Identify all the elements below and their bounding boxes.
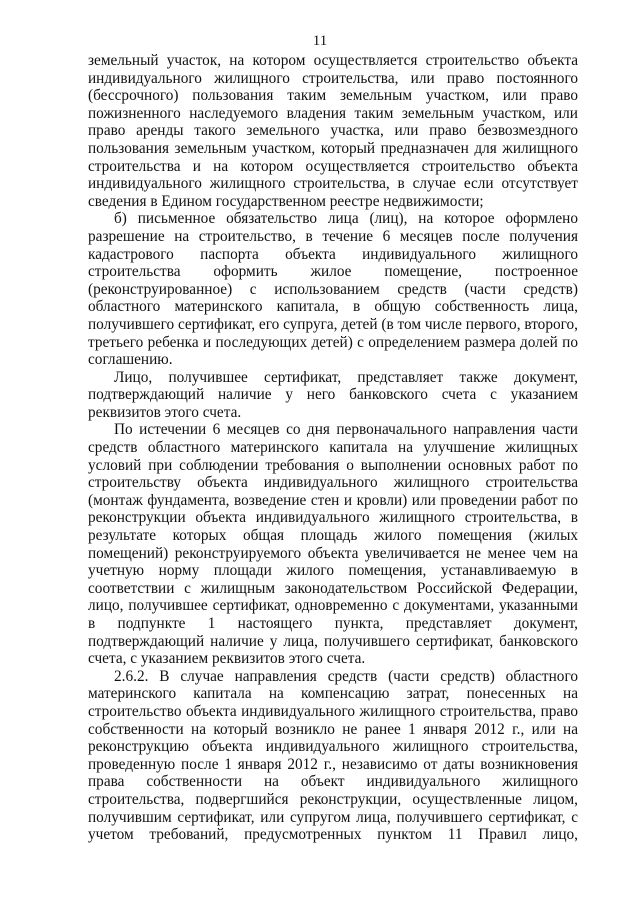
- text-line: реконструкцию объекта индивидуального жилищного строительства,: [88, 738, 578, 756]
- text-line: Лицо, получившее сертификат, представляет также документ,: [114, 368, 578, 386]
- text-line: строительству объекта индивидуального жилищного строительства: [88, 474, 578, 492]
- text-line: индивидуального жилищного строительства, в случае если отсутствует: [88, 175, 578, 193]
- text-line: (бессрочного) пользования таким земельным участком, или право: [88, 87, 578, 105]
- text-line: реконструкции объекта индивидуального жилищного строительства, в: [88, 509, 578, 527]
- paragraph: [88, 668, 578, 844]
- text-line: учетом требований, предусмотренных пунктом 11 Правил лицо,: [88, 826, 578, 844]
- text-line: По истечении 6 месяцев со дня первоначального направления части: [114, 421, 578, 439]
- text-line: условий при соблюдении требования о выполнении основных работ по: [88, 456, 578, 474]
- text-line: право аренды такого земельного участка, или право безвозмездного: [88, 122, 578, 140]
- document-body: [88, 52, 578, 844]
- text-line: соответствии с жилищным законодательством Российской Федерации,: [88, 579, 578, 597]
- text-line: (реконструированное) с использованием средств (части средств): [88, 280, 578, 298]
- text-line: реквизитов этого счета.: [88, 403, 242, 421]
- text-line: лицо, получившее сертификат, одновременно с документами, указанными: [88, 597, 578, 615]
- text-line: в подпункте 1 настоящего пункта, представляет документ,: [88, 615, 578, 632]
- paragraph: [88, 421, 578, 667]
- text-line: (монтаж фундамента, возведение стен и кровли) или проведении работ по: [88, 491, 578, 509]
- text-line: строительства, подвергшийся реконструкции, осуществленные лицом,: [88, 790, 578, 808]
- text-line: средств областного материнского капитала на улучшение жилищных: [88, 439, 578, 457]
- text-line: получившего сертификат, его супруга, детей (в том числе первого, второго,: [88, 315, 578, 333]
- text-line: результате которых общая площадь жилого помещения (жилых: [88, 527, 578, 545]
- text-line: строительства и на котором осуществляется строительство объекта: [88, 157, 578, 175]
- text-line: строительства оформить жилое помещение, построенное: [88, 263, 578, 281]
- text-line: земельный участок, на котором осуществляется строительство объекта: [88, 52, 578, 69]
- text-line: 2.6.2. В случае направления средств (части средств) областного: [114, 667, 578, 685]
- text-line: счета, с указанием реквизитов этого счета.: [88, 650, 366, 668]
- text-line: помещений) реконструируемого объекта увеличивается не менее чем на: [88, 544, 578, 562]
- text-line: собственности на который возникло не ранее 1 января 2012 г., или на: [88, 720, 578, 738]
- text-line: учетную норму площади жилого помещения, устанавливаемую в: [88, 562, 578, 580]
- text-line: индивидуального жилищного строительства, или право постоянного: [88, 69, 578, 87]
- paragraph: [88, 369, 578, 422]
- text-line: проведенную после 1 января 2012 г., независимо от даты возникновения: [88, 755, 578, 773]
- text-line: кадастрового паспорта объекта индивидуального жилищного: [88, 245, 578, 263]
- text-line: строительство объекта индивидуального жилищного строительства, право: [88, 702, 578, 720]
- paragraph: [88, 210, 578, 368]
- text-line: разрешение на строительство, в течение 6 месяцев после получения: [88, 227, 578, 245]
- text-line: сведения в Едином государственном реестре недвижимости;: [88, 192, 484, 210]
- text-line: материнского капитала на компенсацию затрат, понесенных на: [88, 685, 578, 703]
- text-line: третьего ребенка и последующих детей) с определением размера долей по: [88, 333, 578, 351]
- text-line: получившим сертификат, или супругом лица, получившего сертификат, с: [88, 808, 578, 826]
- text-line: пожизненного наследуемого владения таким земельным участком, или: [88, 104, 578, 122]
- text-line: пользования земельным участком, который предназначен для жилищного: [88, 139, 578, 157]
- paragraph: [88, 52, 578, 210]
- text-line: подтверждающий наличие у лица, получившего сертификат, банковского: [88, 632, 578, 650]
- text-line: соглашению.: [88, 351, 173, 369]
- page-number: 11: [312, 33, 328, 49]
- text-line: б) письменное обязательство лица (лиц), на которое оформлено: [114, 210, 578, 228]
- text-line: областного материнского капитала, в общую собственность лица,: [88, 298, 578, 316]
- text-line: права собственности на объект индивидуального жилищного: [88, 773, 578, 791]
- text-line: подтверждающий наличие у него банковского счета с указанием: [88, 386, 578, 404]
